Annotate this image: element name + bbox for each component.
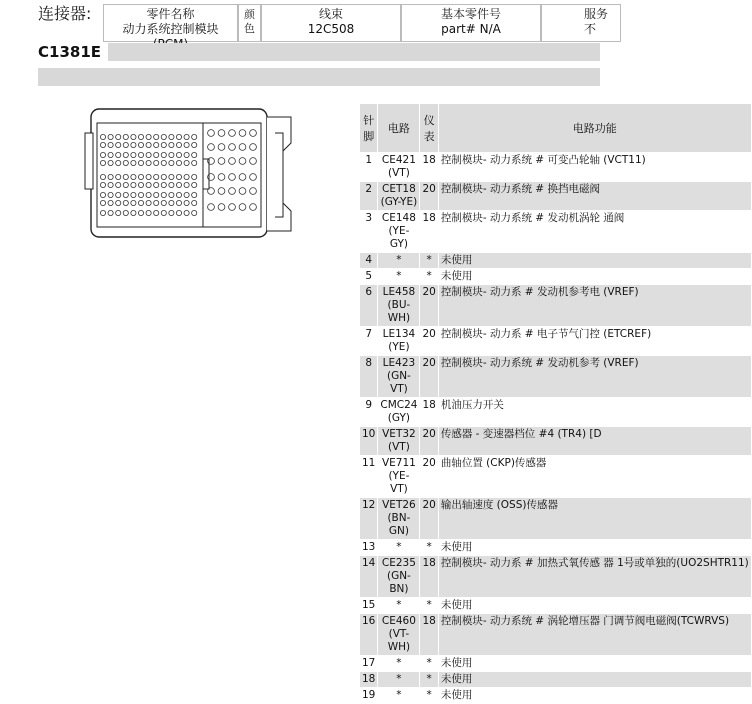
pin-cell: 19: [360, 688, 378, 704]
pin-cell: 3: [360, 211, 378, 253]
gauge-header: 仪表: [420, 104, 438, 153]
section-bar: [38, 68, 600, 86]
circuit-cell: *: [378, 598, 420, 614]
gauge-cell: *: [420, 688, 438, 704]
circuit-cell: LE458 (BU-WH): [378, 285, 420, 327]
circuit-cell: *: [378, 656, 420, 672]
pin-header: 针脚: [360, 104, 378, 153]
function-cell: 控制模块- 动力系统 # 换挡电磁阀: [438, 182, 751, 211]
function-cell: 控制模块- 动力系统 # 涡轮增压器 门调节阀电磁阀(TCWRVS): [438, 614, 751, 656]
circuit-cell: VET26 (BN-GN): [378, 498, 420, 540]
function-header: 电路功能: [438, 104, 751, 153]
table-row: [360, 688, 752, 704]
function-cell: 机油压力开关: [438, 398, 751, 427]
gauge-cell: 20: [420, 427, 438, 456]
color-cell: [238, 4, 261, 42]
circuit-cell: *: [378, 269, 420, 285]
circuit-cell: *: [378, 253, 420, 269]
harness-label: 线束: [318, 7, 343, 21]
color-label: 颜色: [244, 8, 255, 35]
table-row: [360, 211, 752, 253]
function-cell: 未使用: [438, 540, 751, 556]
function-cell: 未使用: [438, 672, 751, 688]
table-row: [360, 656, 752, 672]
gauge-cell: 18: [420, 398, 438, 427]
circuit-cell: CE148 (YE-GY): [378, 211, 420, 253]
table-row: [360, 456, 752, 498]
pin-table: [359, 103, 752, 704]
gauge-cell: 20: [420, 498, 438, 540]
gauge-cell: *: [420, 656, 438, 672]
table-row: [360, 398, 752, 427]
pin-cell: 9: [360, 398, 378, 427]
function-cell: 控制模块- 动力系统 # 发动机涡轮 通阀: [438, 211, 751, 253]
circuit-cell: LE423 (GN-VT): [378, 356, 420, 398]
gauge-cell: *: [420, 269, 438, 285]
gauge-cell: *: [420, 253, 438, 269]
function-cell: 未使用: [438, 688, 751, 704]
table-row: [360, 253, 752, 269]
header-bar: [38, 43, 600, 61]
function-cell: 未使用: [438, 269, 751, 285]
pin-cell: 18: [360, 672, 378, 688]
table-row: [360, 182, 752, 211]
function-cell: 曲轴位置 (CKP)传感器: [438, 456, 751, 498]
harness-cell: [261, 4, 401, 42]
pin-cell: 4: [360, 253, 378, 269]
circuit-cell: CE421 (VT): [378, 153, 420, 182]
table-row: [360, 427, 752, 456]
circuit-cell: *: [378, 688, 420, 704]
circuit-cell: CE235 (GN-BN): [378, 556, 420, 598]
harness-value: 12C508: [307, 22, 355, 36]
circuit-cell: CMC24 (GY): [378, 398, 420, 427]
table-row: [360, 556, 752, 598]
function-cell: 控制模块- 动力系统 # 可变凸轮轴 (VCT11): [438, 153, 751, 182]
pin-cell: 12: [360, 498, 378, 540]
table-row: [360, 285, 752, 327]
base-part-value: part# N/A: [441, 22, 501, 36]
connector-face-diagram: [85, 103, 300, 243]
part-name-cell: [103, 4, 238, 42]
pin-cell: 15: [360, 598, 378, 614]
gauge-cell: 20: [420, 327, 438, 356]
connector-code: C1381E: [38, 43, 102, 61]
table-row: [360, 153, 752, 182]
gauge-cell: *: [420, 598, 438, 614]
gauge-cell: 20: [420, 182, 438, 211]
circuit-cell: CET18 (GY-YE): [378, 182, 420, 211]
circuit-cell: *: [378, 540, 420, 556]
circuit-cell: VET32 (VT): [378, 427, 420, 456]
gauge-cell: *: [420, 672, 438, 688]
base-part-label: 基本零件号: [440, 7, 501, 21]
function-cell: 未使用: [438, 253, 751, 269]
circuit-cell: CE460 (VT-WH): [378, 614, 420, 656]
connector-label: 连接器:: [38, 4, 92, 23]
gauge-cell: 18: [420, 153, 438, 182]
circuit-header: 电路: [378, 104, 420, 153]
function-cell: 未使用: [438, 656, 751, 672]
table-header-row: [360, 104, 752, 153]
service-value: 不: [584, 22, 597, 36]
gauge-cell: 20: [420, 356, 438, 398]
service-label: 服务: [584, 7, 609, 21]
table-row: [360, 356, 752, 398]
table-row: [360, 672, 752, 688]
pin-cell: 14: [360, 556, 378, 598]
function-cell: 控制模块- 动力系统 # 发动机参考 (VREF): [438, 356, 751, 398]
pin-cell: 13: [360, 540, 378, 556]
table-row: [360, 269, 752, 285]
pin-cell: 16: [360, 614, 378, 656]
pin-cell: 7: [360, 327, 378, 356]
function-cell: 控制模块- 动力系 # 加热式氧传感 器 1号或单独的(UO2SHTR11): [438, 556, 751, 598]
pin-cell: 2: [360, 182, 378, 211]
gauge-cell: *: [420, 540, 438, 556]
part-name-value: 动力系统控制模块: [122, 22, 219, 36]
table-row: [360, 614, 752, 656]
gauge-cell: 18: [420, 614, 438, 656]
circuit-cell: LE134 (YE): [378, 327, 420, 356]
function-cell: 未使用: [438, 598, 751, 614]
gauge-cell: 20: [420, 456, 438, 498]
gauge-cell: 18: [420, 211, 438, 253]
part-name-label: 零件名称: [146, 7, 195, 21]
function-cell: 控制模块- 动力系 # 电子节气门控 (ETCREF): [438, 327, 751, 356]
table-row: [360, 598, 752, 614]
table-row: [360, 540, 752, 556]
gauge-cell: 18: [420, 556, 438, 598]
base-part-cell: [401, 4, 541, 42]
function-cell: 控制模块- 动力系 # 发动机参考电 (VREF): [438, 285, 751, 327]
pin-cell: 10: [360, 427, 378, 456]
function-cell: 输出轴速度 (OSS)传感器: [438, 498, 751, 540]
service-cell: [541, 4, 621, 42]
pin-cell: 17: [360, 656, 378, 672]
pin-table-body: [360, 153, 752, 704]
function-cell: 传感器 - 变速器档位 #4 (TR4) [D: [438, 427, 751, 456]
pin-cell: 8: [360, 356, 378, 398]
gauge-cell: 20: [420, 285, 438, 327]
table-row: [360, 327, 752, 356]
table-row: [360, 498, 752, 540]
pin-cell: 1: [360, 153, 378, 182]
pin-cell: 11: [360, 456, 378, 498]
pin-cell: 5: [360, 269, 378, 285]
circuit-cell: *: [378, 672, 420, 688]
pin-cell: 6: [360, 285, 378, 327]
circuit-cell: VE711 (YE-VT): [378, 456, 420, 498]
